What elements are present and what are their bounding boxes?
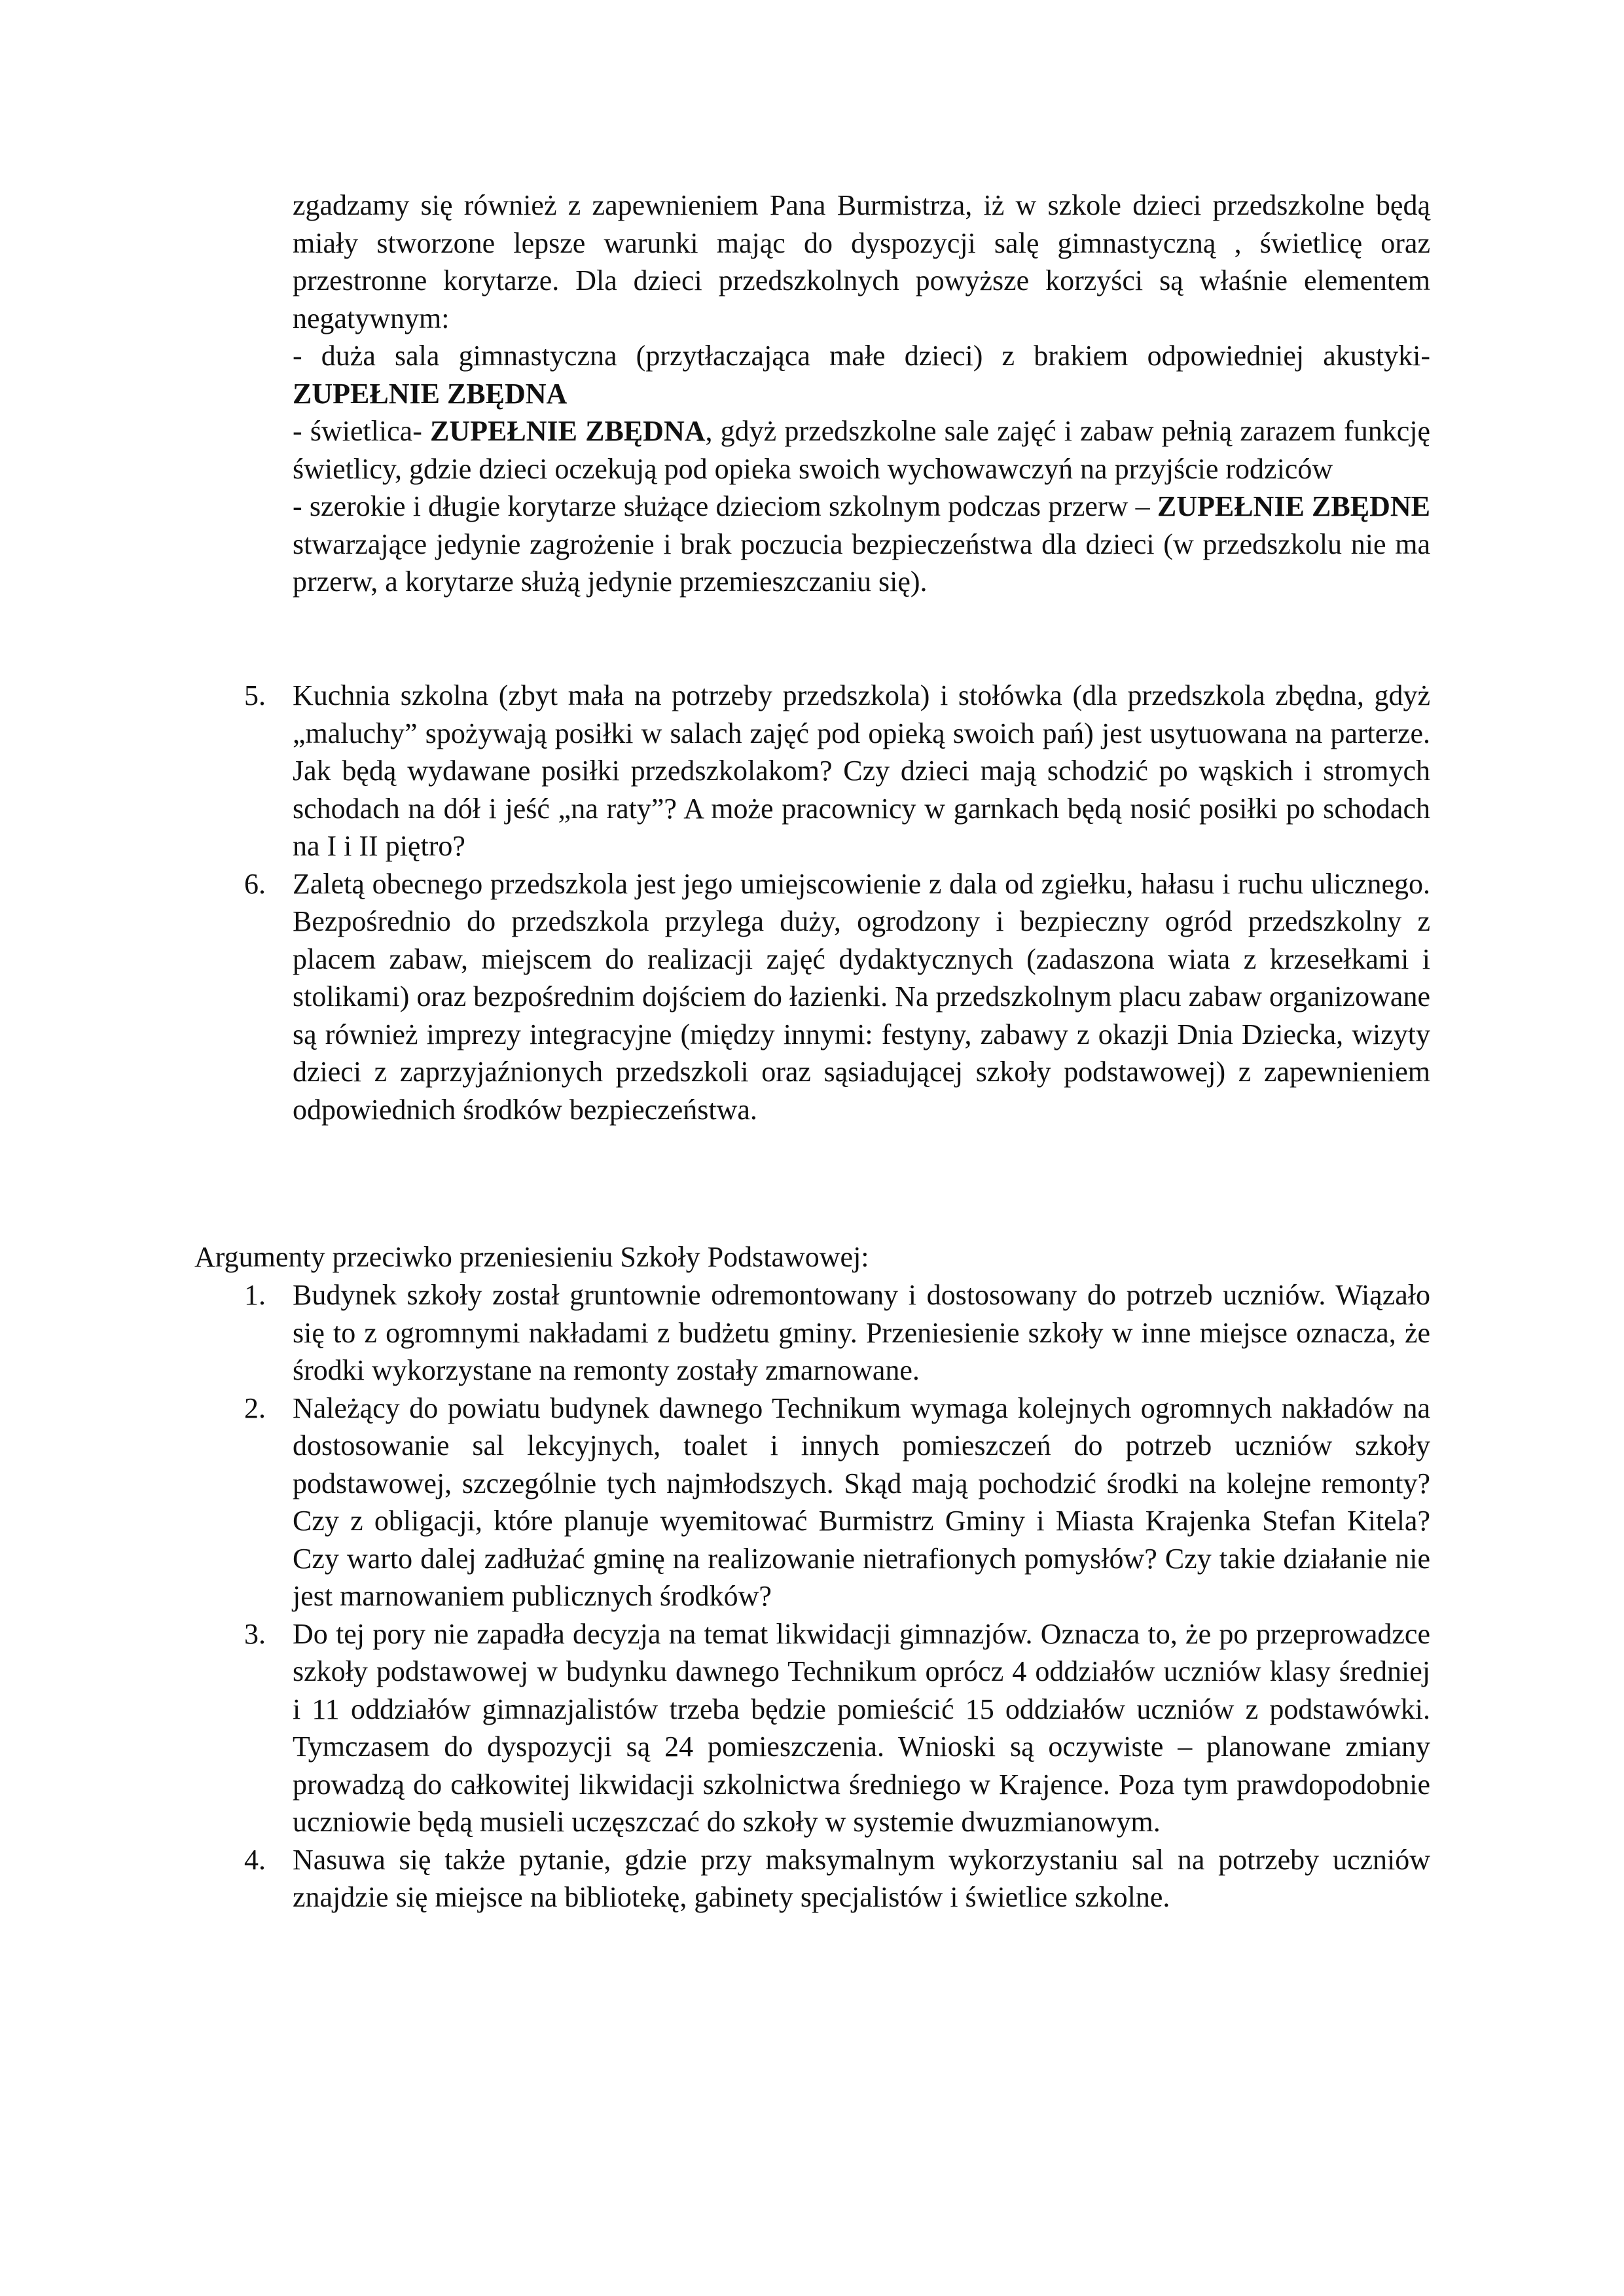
preschool-arguments-list (244, 677, 1430, 1128)
intro-paragraph: zgadzamy się również z zapewnieniem Pana Burmistrza, iż w szkole dzieci przedszkolne będą miały stworzone lepsze warunki mając do dyspozycji salę gimnastyczną , świetlicę oraz przestronne korytarze. Dla dzieci przedszkolnych powyższe korzyści są właśnie elementem negatywnym: (293, 189, 1430, 334)
bullet-corridors (293, 488, 1430, 601)
list-item-number: 1. (244, 1279, 266, 1311)
list-item-text: Nasuwa się także pytanie, gdzie przy maksymalnym wykorzystaniu sal na potrzeby uczniów znajdzie się miejsce na bibliotekę, gabinety specjalistów i świetlice szkolne. (293, 1843, 1430, 1913)
list-item (244, 677, 1430, 865)
list-item-text: Należący do powiatu budynek dawnego Technikum wymaga kolejnych ogromnych nakładów na dostosowanie sal lekcyjnych, toalet i innych pomieszczeń do potrzeb uczniów szkoły podstawowej, szczególnie tych najmłodszych. Skąd mają pochodzić środki na kolejne remonty? Czy z obligacji, które planuje wyemitować Burmistrz Gminy i Miasta Krajenka Stefan Kitela? Czy warto dalej zadłużać gminę na realizowanie nietrafionych pomysłów? Czy takie działanie nie jest marnowaniem publicznych środków? (293, 1391, 1430, 1612)
list-item (244, 865, 1430, 1129)
list-item-text: Kuchnia szkolna (zbyt mała na potrzeby przedszkola) i stołówka (dla przedszkola zbędna, gdyż „maluchy” spożywają posiłki w salach zajęć pod opieką swoich pań) jest usytuowana na parterze. Jak będą wydawane posiłki przedszkolakom? Czy dzieci mają schodzić po wąskich i stromych schodach na dół i jeść „na raty”? A może pracownicy w garnkach będą nosić posiłki po schodach na I i II piętro? (293, 679, 1430, 862)
list-item (244, 1615, 1430, 1841)
bullet-common-room-emphasis: ZUPEŁNIE ZBĘDNA (430, 415, 706, 447)
bullet-corridors-pre: - szerokie i długie korytarze służące dzieciom szkolnym podczas przerw – (293, 490, 1157, 522)
list-item (244, 1841, 1430, 1916)
bullet-corridors-post: stwarzające jedynie zagrożenie i brak poczucia bezpieczeństwa dla dzieci (w przedszkolu nie ma przerw, a korytarze służą jedynie przemieszczaniu się). (293, 528, 1430, 598)
list-item-text: Do tej pory nie zapadła decyzja na temat likwidacji gimnazjów. Oznacza to, że po przeprowadzce szkoły podstawowej w budynku dawnego Technikum oprócz 4 oddziałów uczniów klasy średniej i 11 oddziałów gimnazjalistów trzeba będzie pomieścić 15 oddziałów uczniów z podstawówki. Tymczasem do dyspozycji są 24 pomieszczenia. Wnioski są oczywiste – planowane zmiany prowadzą do całkowitej likwidacji szkolnictwa średniego w Krajence. Poza tym prawdopodobnie uczniowie będą musieli uczęszczać do szkoły w systemie dwuzmianowym. (293, 1617, 1430, 1838)
section-heading: Argumenty przeciwko przeniesieniu Szkoły Podstawowej: (194, 1241, 869, 1273)
bullet-common-room-pre: - świetlica- (293, 415, 431, 447)
list-item-number: 5. (244, 679, 266, 711)
list-item (244, 1276, 1430, 1390)
list-item-number: 4. (244, 1843, 266, 1876)
continuation-block (293, 187, 1430, 601)
list-item-text: Zaletą obecnego przedszkola jest jego umiejscowienie z dala od zgiełku, hałasu i ruchu ulicznego. Bezpośrednio do przedszkola przylega duży, ogrodzony i bezpieczny ogród przedszkolny z placem zabaw, miejscem do realizacji zajęć dydaktycznych (zadaszona wiata z krzesełkami i stolikami) oraz bezpośrednim dojściem do łazienki. Na przedszkolnym placu zabaw organizowane są również imprezy integracyjne (między innymi: festyny, zabawy z okazji Dnia Dziecka, wizyty dzieci z zaprzyjaźnionych przedszkoli oraz sąsiadującej szkoły podstawowej) z zapewnieniem odpowiednich środków bezpieczeństwa. (293, 867, 1430, 1126)
list-item-number: 6. (244, 867, 266, 900)
list-item-number: 2. (244, 1391, 266, 1424)
bullet-corridors-emphasis: ZUPEŁNIE ZBĘDNE (1157, 490, 1430, 522)
list-item (244, 1390, 1430, 1615)
list-item-text: Budynek szkoły został gruntownie odremontowany i dostosowany do potrzeb uczniów. Wiązało się to z ogromnymi nakładami z budżetu gminy. Przeniesienie szkoły w inne miejsce oznacza, że środki wykorzystane na remonty zostały zmarnowane. (293, 1279, 1430, 1386)
school-arguments-list (244, 1276, 1430, 1916)
bullet-common-room (293, 412, 1430, 488)
bullet-gym (293, 337, 1430, 412)
list-item-number: 3. (244, 1617, 266, 1650)
bullet-gym-text: - duża sala gimnastyczna (przytłaczająca małe dzieci) z brakiem odpowiedniej akustyki- (293, 340, 1430, 372)
bullet-gym-emphasis: ZUPEŁNIE ZBĘDNA (293, 377, 568, 410)
bullet-common-room-post: , gdyż przedszkolne sale zajęć i zabaw pełnią zarazem funkcję świetlicy, gdzie dzieci oczekują pod opieka swoich wychowawczyń na przyjście rodziców (293, 415, 1430, 485)
